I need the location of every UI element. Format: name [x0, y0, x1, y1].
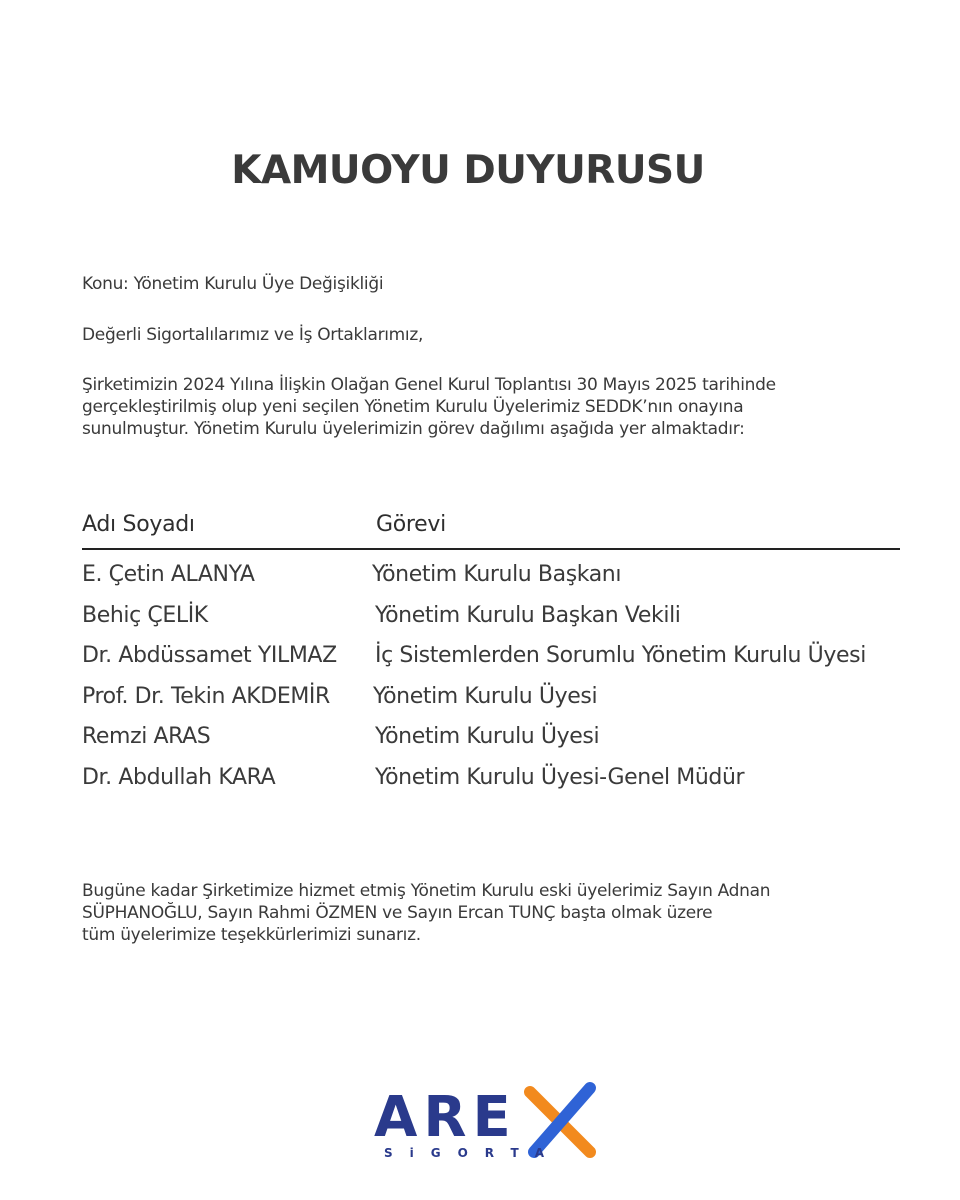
table-row — [82, 562, 912, 603]
arex-sigorta-logo — [370, 1080, 600, 1170]
member-role: Yönetim Kurulu Üyesi — [373, 683, 598, 709]
member-name: Dr. Abdullah KARA — [82, 764, 276, 790]
table-row — [82, 643, 912, 684]
member-name: E. Çetin ALANYA — [82, 562, 255, 587]
member-name: Prof. Dr. Tekin AKDEMİR — [82, 683, 330, 709]
logo-subtitle: SiGORTA — [384, 1146, 562, 1160]
body-line: Şirketimizin 2024 Yılına İlişkin Olağan Genel Kurul Toplantısı 30 Mayıs 2025 tarihinde — [82, 375, 776, 395]
header-name: Adı Soyadı — [82, 512, 195, 537]
body-line: gerçekleştirilmiş olup yeni seçilen Yönetim Kurulu Üyelerimiz SEDDK’nın onayına — [82, 397, 744, 417]
greeting-line: Değerli Sigortalılarımız ve İş Ortaklarımız, — [82, 325, 424, 345]
closing-line: SÜPHANOĞLU, Sayın Rahmi ÖZMEN ve Sayın Ercan TUNÇ başta olmak üzere — [82, 903, 713, 923]
header-divider — [82, 548, 900, 550]
table-header — [82, 512, 902, 548]
board-members-table — [82, 512, 902, 790]
table-row — [82, 765, 912, 806]
table-body — [82, 562, 912, 806]
member-role: Yönetim Kurulu Başkanı — [372, 562, 622, 587]
header-role: Görevi — [376, 512, 446, 537]
member-role: İç Sistemlerden Sorumlu Yönetim Kurulu Üyesi — [375, 643, 866, 669]
logo-wordmark: ARE — [374, 1085, 517, 1150]
table-row — [82, 724, 912, 765]
table-row — [82, 684, 912, 725]
closing-paragraph — [82, 880, 902, 946]
body-paragraph — [82, 374, 902, 440]
subject-line: Konu: Yönetim Kurulu Üye Değişikliği — [82, 274, 384, 294]
member-name: Dr. Abdüssamet YILMAZ — [82, 643, 337, 669]
member-role: Yönetim Kurulu Başkan Vekili — [375, 602, 681, 628]
closing-line: Bugüne kadar Şirketimize hizmet etmiş Yönetim Kurulu eski üyelerimiz Sayın Adnan — [82, 881, 771, 901]
member-role: Yönetim Kurulu Üyesi — [375, 724, 600, 750]
page-title: KAMUOYU DUYURUSU — [231, 148, 705, 193]
member-name: Remzi ARAS — [82, 724, 211, 750]
member-name: Behiç ÇELİK — [82, 602, 208, 628]
table-row — [82, 603, 912, 644]
body-line: sunulmuştur. Yönetim Kurulu üyelerimizin görev dağılımı aşağıda yer almaktadır: — [82, 419, 745, 439]
member-role: Yönetim Kurulu Üyesi-Genel Müdür — [375, 764, 745, 790]
closing-line: tüm üyelerimize teşekkürlerimizi sunarız. — [82, 925, 421, 945]
